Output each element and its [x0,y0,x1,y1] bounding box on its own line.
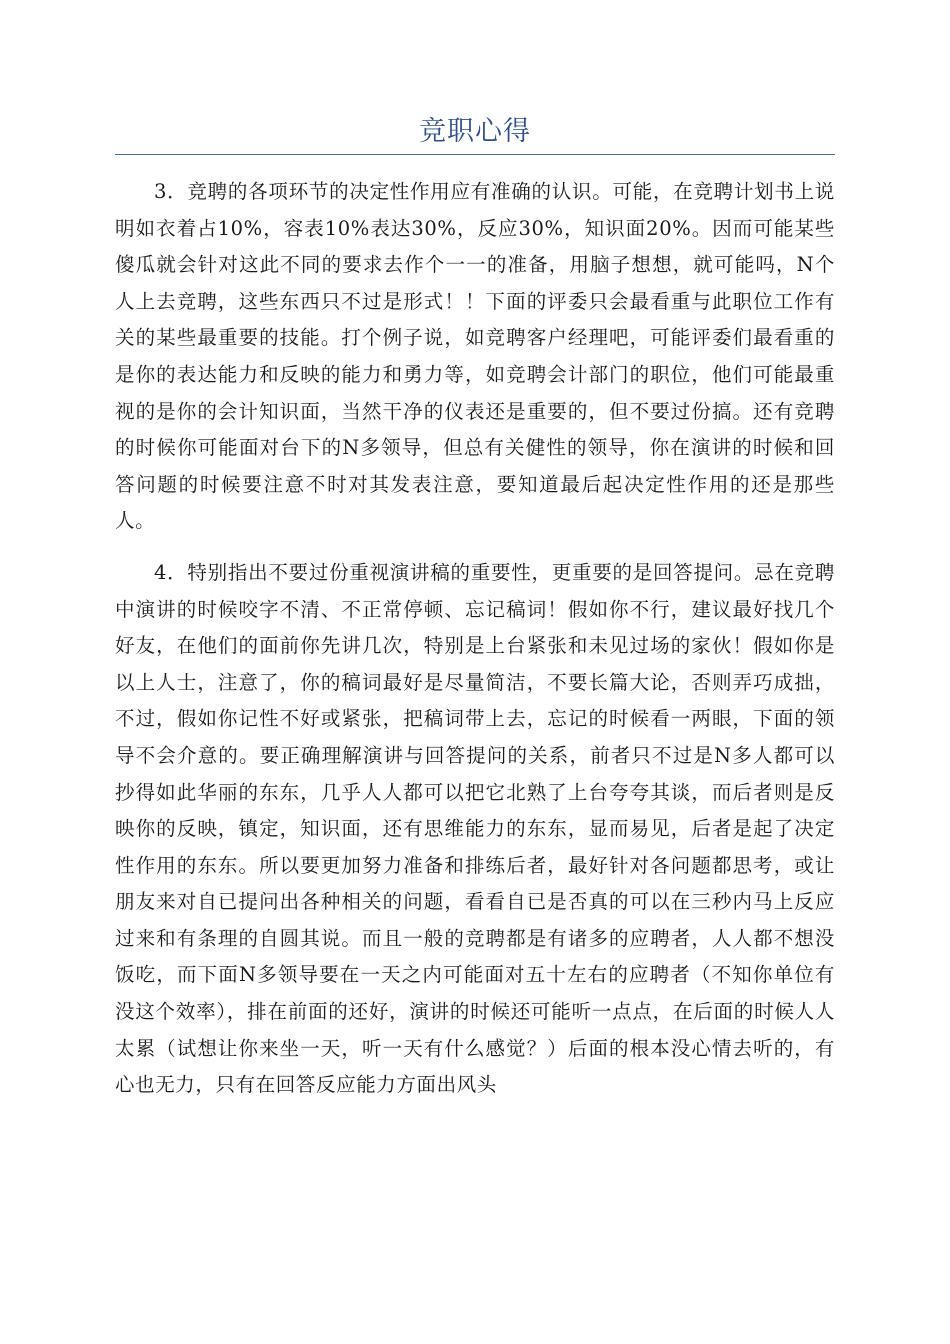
document-body [115,174,835,1104]
paragraph-4: 4．特别指出不要过份重视演讲稿的重要性，更重要的是回答提问。忌在竞聘中演讲的时候咬字不清、不正常停顿、忘记稿词！假如你不行，建议最好找几个好友，在他们的面前你先讲几次，特别是上台紧张和未见过场的家伙！假如你是以上人士，注意了，你的稿词最好是尽量简洁，不要长篇大论，否则弄巧成拙，不过，假如你记性不好或紧张，把稿词带上去，忘记的时候看一两眼，下面的领导不会介意的。要正确理解演讲与回答提问的关系，前者只不过是N多人都可以抄得如此华丽的东东，几乎人人都可以把它北熟了上台夸夸其谈，而后者则是反映你的反映，镇定，知识面，还有思维能力的东东，显而易见，后者是起了决定性作用的东东。所以要更加努力准备和排练后者，最好针对各问题都思考，或让朋友来对自已提问出各种相关的问题，看看自已是否真的可以在三秒内马上反应过来和有条理的自圆其说。而且一般的竞聘都是有诸多的应聘者，人人都不想没饭吃，而下面N多领导要在一天之内可能面对五十左右的应聘者（不知你单位有没这个效率），排在前面的还好，演讲的时候还可能听一点点，在后面的时候人人太累（试想让你来坐一天，听一天有什么感觉？）后面的根本没心情去听的，有心也无力，只有在回答反应能力方面出风头 [115,560,835,1097]
page-title: 竞职心得 [419,116,531,147]
title-divider [115,154,835,155]
paragraph-3: 3．竞聘的各项环节的决定性作用应有准确的认识。可能，在竞聘计划书上说明如衣着占10%，容表10%表达30%，反应30%，知识面20%。因而可能某些傻瓜就会针对这此不同的要求去作个一一的准备，用脑子想想，就可能吗，N个人上去竞聘，这些东西只不过是形式！！下面的评委只会最看重与此职位工作有关的某些最重要的技能。打个例子说，如竞聘客户经理吧，可能评委们最看重的是你的表达能力和反映的能力和勇力等，如竞聘会计部门的职位，他们可能最重视的是你的会计知识面，当然干净的仪表还是重要的，但不要过份搞。还有竞聘的时候你可能面对台下的N多领导，但总有关健性的领导，你在演讲的时候和回答问题的时候要注意不时对其发表注意，要知道最后起决定性作用的还是那些人。 [115,180,835,533]
